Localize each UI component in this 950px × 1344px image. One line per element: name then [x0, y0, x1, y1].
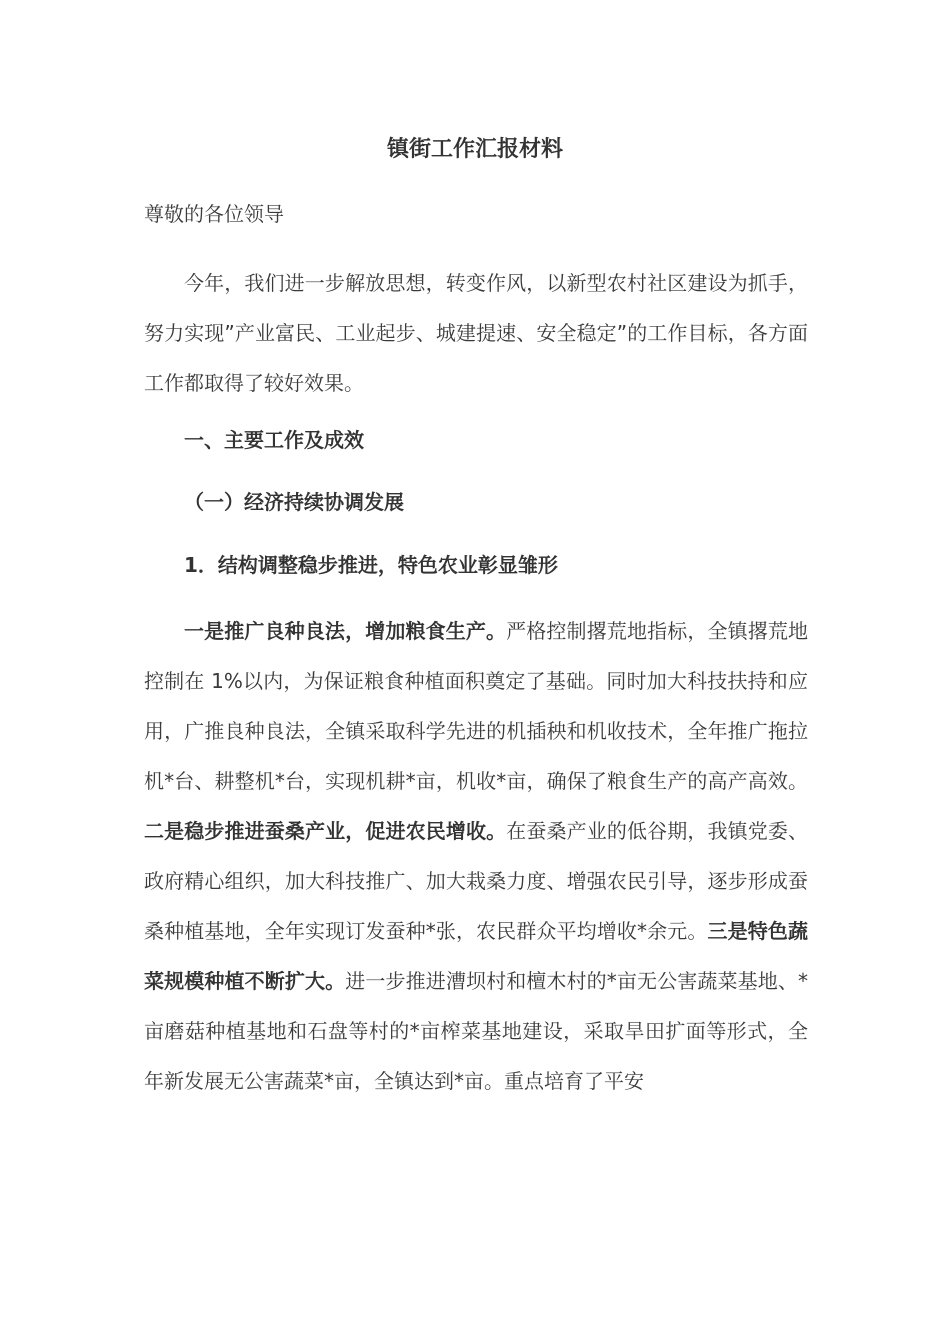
point-2-text: 在蚕桑产业的低谷期，我镇党委、政府精心组织，加大科技推广、加大栽桑力度、增强农民引导，逐步形成蚕桑种植基地，全年实现订发蚕种*张，农民群众平均增收*余元。 [144, 819, 808, 943]
point-2-title: 二是稳步推进蚕桑产业，促进农民增收。 [144, 819, 507, 843]
intro-paragraph: 今年，我们进一步解放思想，转变作风，以新型农村社区建设为抓手，努力实现”产业富民、工业起步、城建提速、安全稳定”的工作目标，各方面工作都取得了较好效果。 [144, 271, 808, 395]
section-heading: 一、主要工作及成效 [184, 428, 364, 452]
point-3-text: 进一步推进漕坝村和檀木村的*亩无公害蔬菜基地、*亩磨菇种植基地和石盘等村的*亩榨菜基地建设，采取旱田扩面等形式，全年新发展无公害蔬菜*亩，全镇达到*亩。重点培育了平安 [144, 969, 809, 1093]
point-1-text: 严格控制撂荒地指标，全镇撂荒地控制在 1%以内，为保证粮食种植面积奠定了基础。同时加大科技扶持和应用，广推良种良法，全镇采取科学先进的机插秧和机收技术，全年推广拖拉机*台、耕整机*台，实现机耕*亩，机收*亩，确保了粮食生产的高产高效。 [144, 619, 809, 793]
document-title: 镇街工作汇报材料 [386, 137, 563, 162]
point-3-title: 三是特色蔬菜规模种植不断扩大。 [144, 919, 809, 993]
subsection-heading: （一）经济持续协调发展 [184, 490, 404, 514]
item-heading: 1．结构调整稳步推进，特色农业彰显雏形 [184, 553, 558, 577]
salutation: 尊敬的各位领导 [144, 202, 284, 226]
body-paragraph [144, 606, 808, 1106]
point-1-title: 一是推广良种良法，增加粮食生产。 [184, 619, 507, 643]
